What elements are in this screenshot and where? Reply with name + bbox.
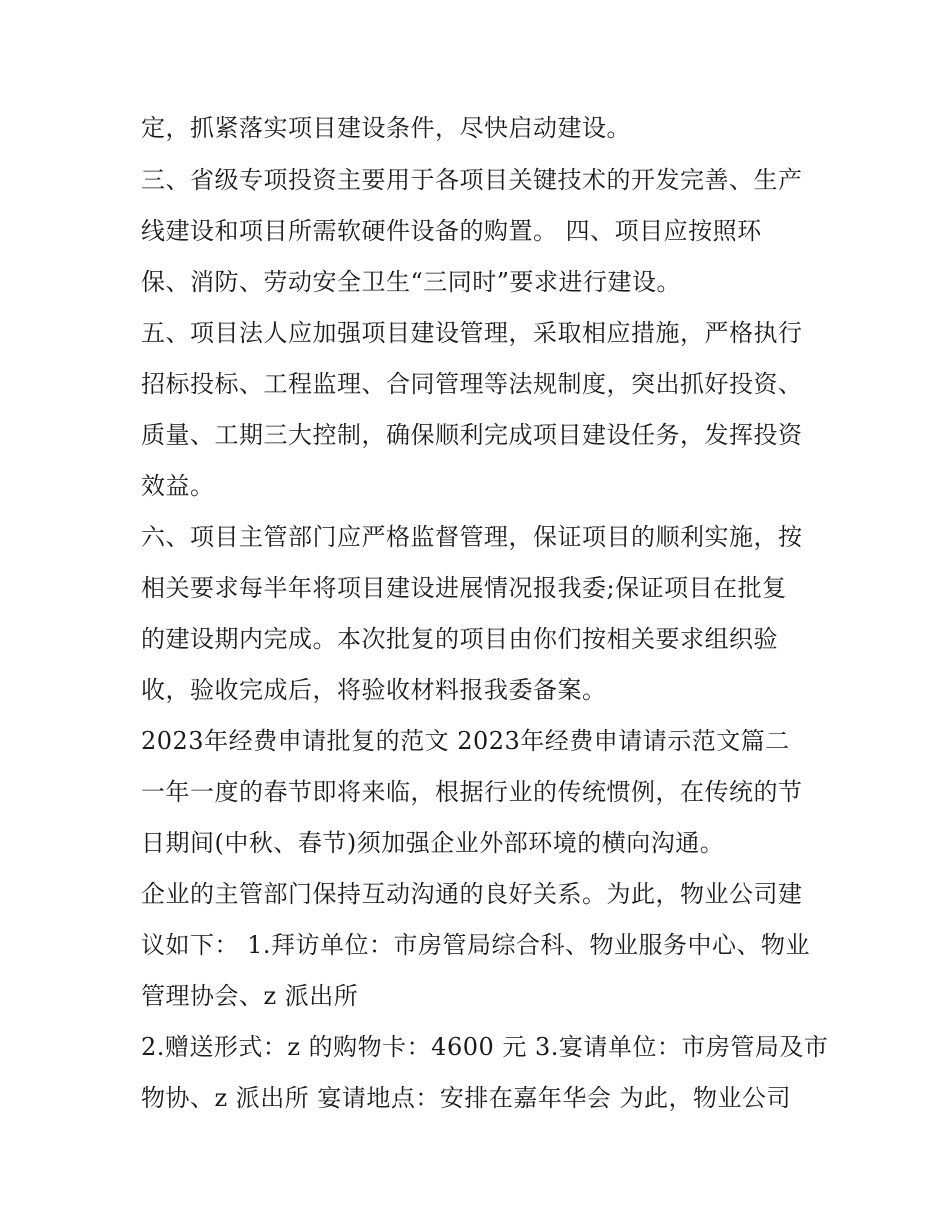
text-line-15: 日期间(中秋、春节)须加强企业外部环境的横向沟通。 [141,829,725,857]
text-line-1: 定，抓紧落实项目建设条件，尽快启动建设。 [141,114,631,142]
text-line-9: 六、项目主管部门应严格监督管理，保证项目的顺利实施，按 [141,523,803,551]
text-line-3: 线建设和项目所需软硬件设备的购置。 四、项目应按照环 [141,217,762,245]
text-line-14: 一年一度的春节即将来临，根据行业的传统惯例，在传统的节 [141,778,803,806]
text-line-10: 相关要求每半年将项目建设进展情况报我委;保证项目在批复 [141,574,787,602]
text-line-19: 2.赠送形式：z 的购物卡：4600 元 3.宴请单位：市房管局及市 [141,1033,829,1061]
text-line-4: 保、消防、劳动安全卫生“三同时”要求进行建设。 [141,268,682,296]
text-line-18: 管理协会、z 派出所 [141,982,359,1010]
text-line-5: 五、项目法人应加强项目建设管理，采取相应措施，严格执行 [141,319,803,347]
text-line-13: 2023年经费申请批复的范文 2023年经费申请请示范文篇二 [141,727,790,755]
text-line-6: 招标投标、工程监理、合同管理等法规制度，突出抓好投资、 [141,370,803,398]
text-line-20: 物协、z 派出所 宴请地点：安排在嘉年华会 为此，物业公司 [141,1084,792,1112]
text-line-12: 收，验收完成后，将验收材料报我委备案。 [141,676,607,704]
text-line-17: 议如下： 1.拜访单位：市房管局综合科、物业服务中心、物业 [141,931,811,959]
text-line-8: 效益。 [141,472,215,500]
text-line-16: 企业的主管部门保持互动沟通的良好关系。为此，物业公司建 [141,880,803,908]
text-line-11: 的建设期内完成。本次批复的项目由你们按相关要求组织验 [141,625,778,653]
text-line-2: 三、省级专项投资主要用于各项目关键技术的开发完善、生产 [141,166,803,194]
text-line-7: 质量、工期三大控制，确保顺利完成项目建设任务，发挥投资 [141,421,803,449]
